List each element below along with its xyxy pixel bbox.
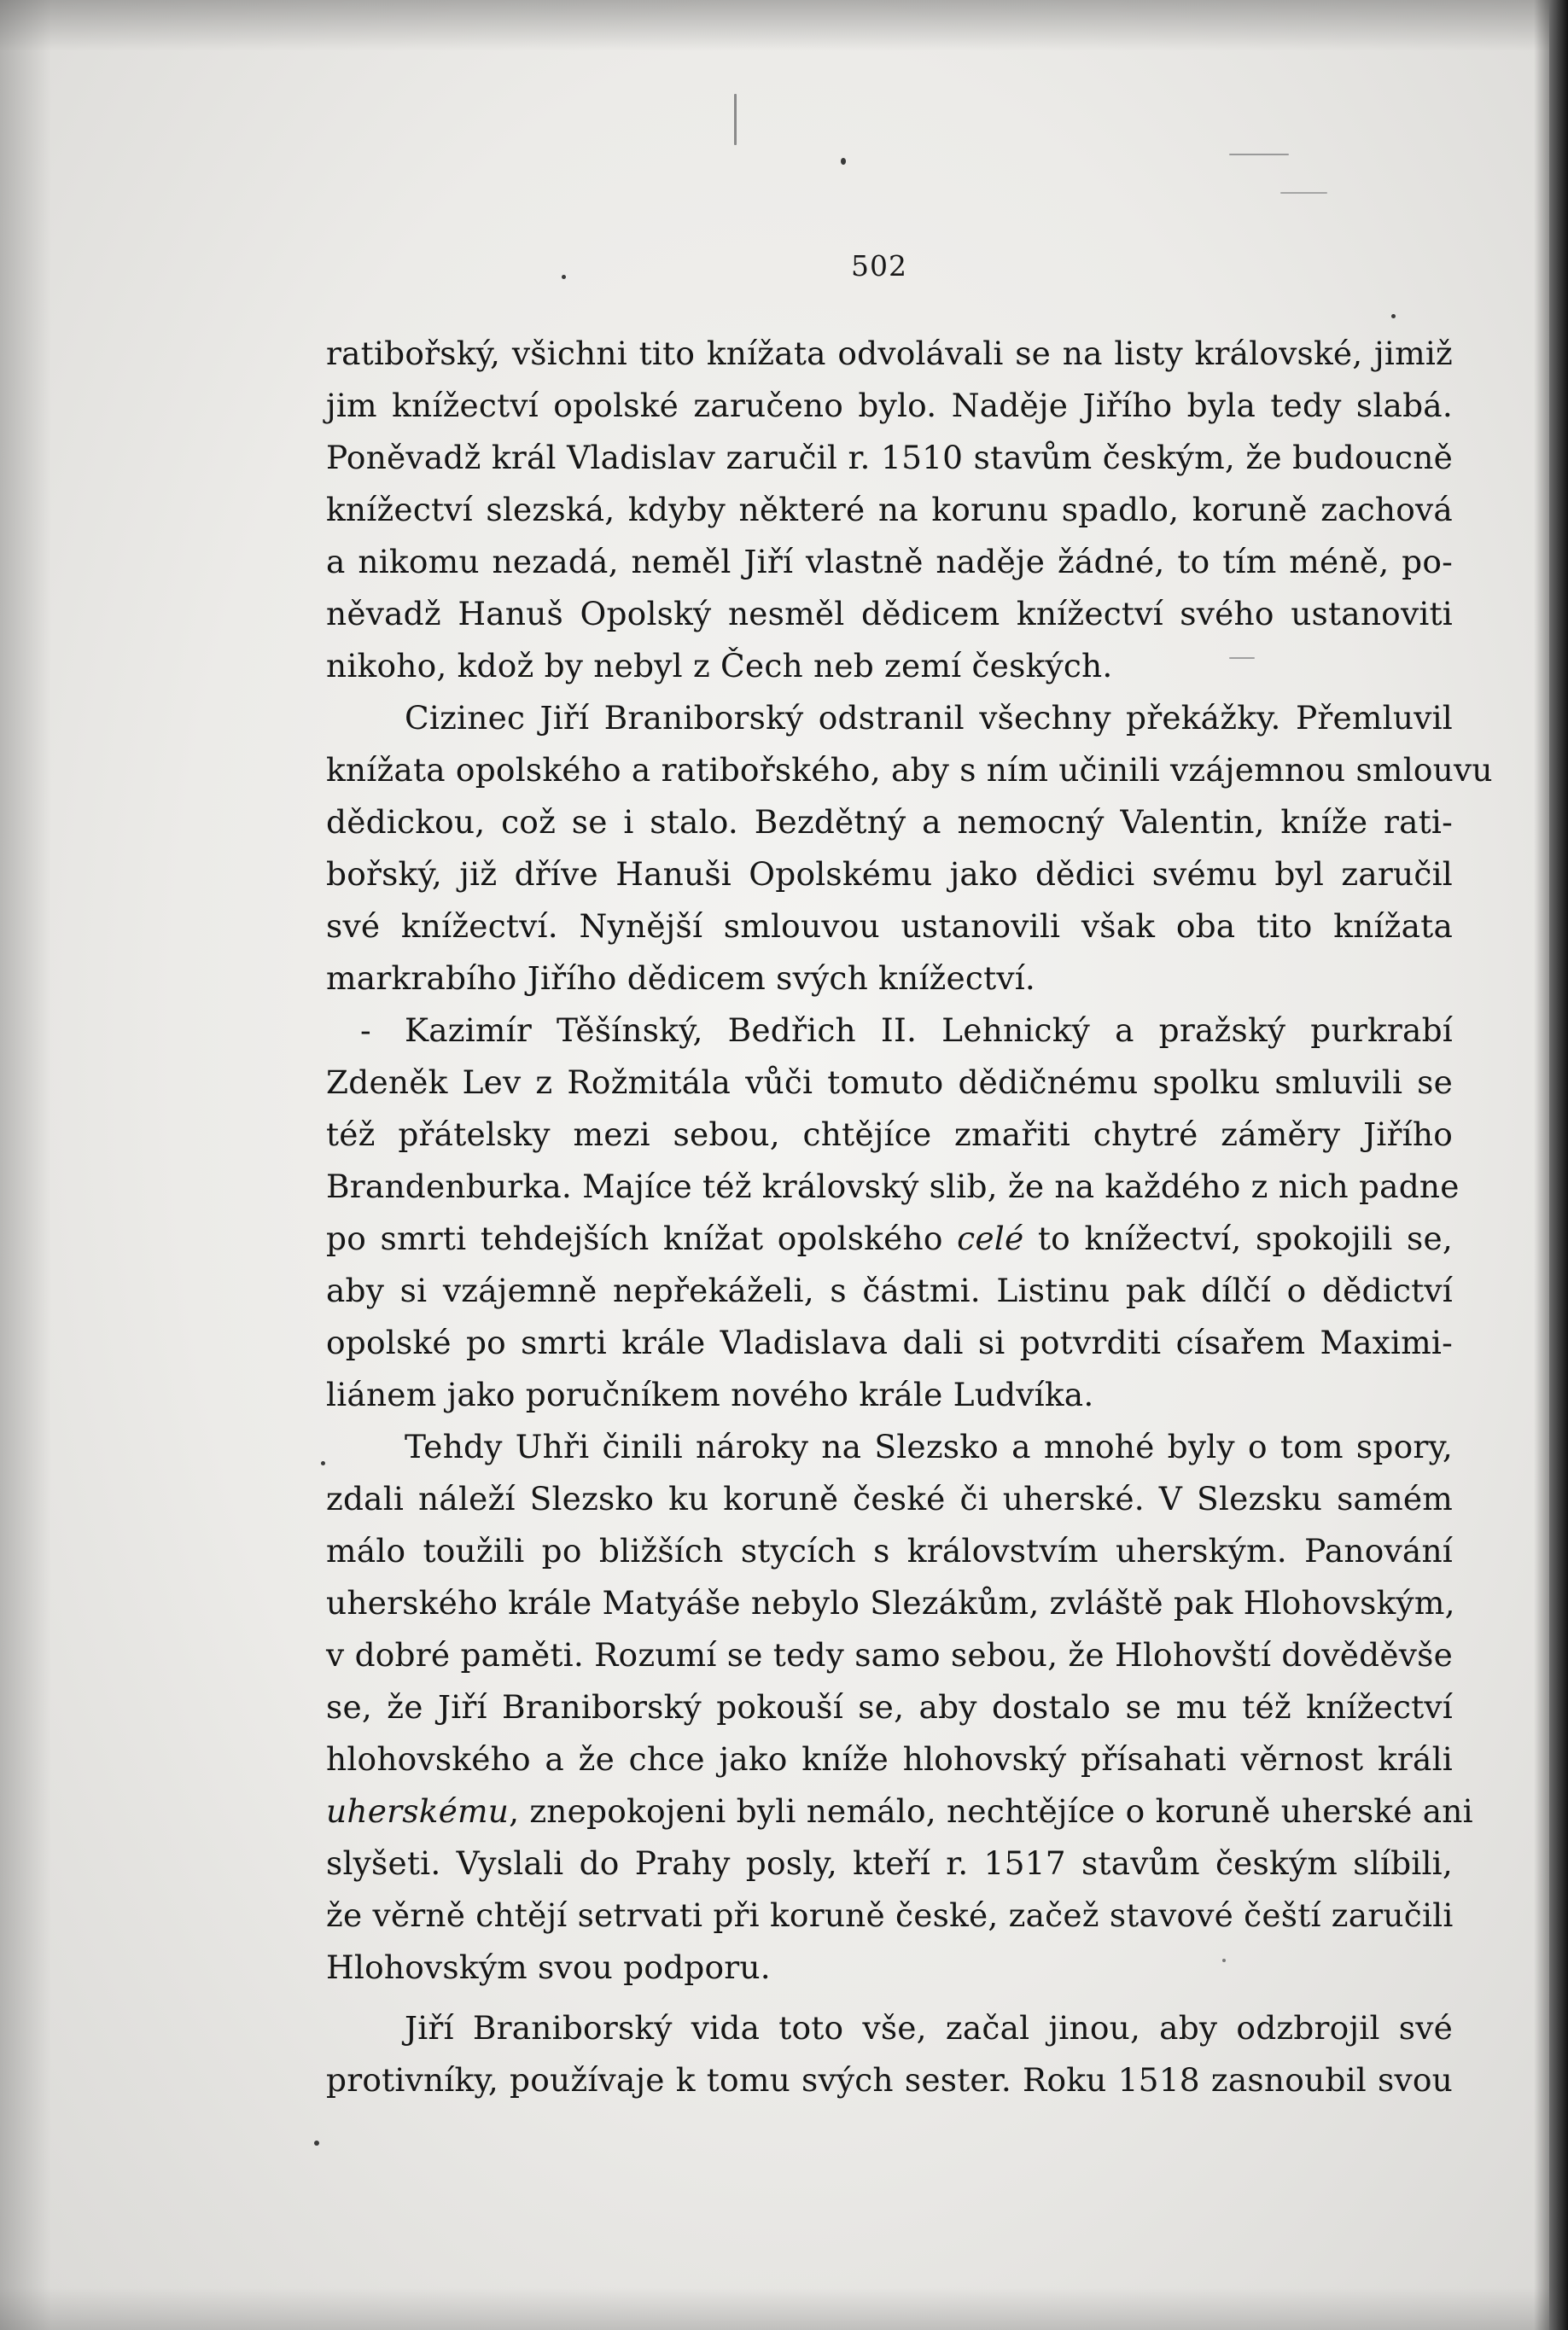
scan-speck [841,158,846,165]
text-line: dědickou, což se i stalo. Bezdětný a nemocný Valentin, kníže rati- [326,803,1453,841]
text-line: nikoho, kdož by nebyl z Čech neb zemí českých. [326,647,1113,684]
body-text [326,328,1493,2106]
text-line: aby si vzájemně nepřekáželi, s částmi. Listinu pak dílčí o dědictví [326,1272,1453,1309]
text-line-content: Kazimír Těšínský, Bedřich II. Lehnický a pražský purkrabí [405,1011,1453,1049]
text-line: protivníky, používaje k tomu svých sester. Roku 1518 zasnoubil svou [326,2061,1453,2099]
text-line: ratibořský, všichni tito knížata odvolávali se na listy královské, jimiž [326,335,1453,372]
text-line: a nikomu nezadá, neměl Jiří vlastně naděje žádné, to tím méně, po- [326,543,1453,580]
text-line: Hlohovským svou podporu. [326,1948,771,1986]
text-line: hlohovského a že chce jako kníže hlohovský přísahati věrnost králi [326,1740,1453,1778]
scan-artifact [1229,154,1289,155]
text-line: něvadž Hanuš Opolský nesměl dědicem knížectví svého ustanoviti [326,595,1453,632]
scan-artifact [1280,192,1327,194]
page-number: 502 [851,249,907,283]
scan-shadow-left [0,0,51,2330]
text-line [326,1785,1473,1838]
text-segment: to knížectví, spokojili se, [1023,1220,1453,1257]
scan-artifact [734,94,737,145]
text-line: uherského krále Matyáše nebylo Slezákům, zvláště pak Hlohovským, [326,1584,1455,1622]
scan-speck [1391,314,1396,318]
text-line: se, že Jiří Braniborský pokouší se, aby dostalo se mu též knížectví [326,1688,1453,1726]
text-line-paragraph-start [326,1005,1453,1057]
text-line: též přátelsky mezi sebou, chtějíce zmařiti chytré záměry Jiřího [326,1115,1453,1153]
margin-dash: - [360,1011,371,1049]
text-line: slyšeti. Vyslali do Prahy posly, kteří r. 1517 stavům českým slíbili, [326,1844,1453,1882]
text-line-paragraph-start: Cizinec Jiří Braniborský odstranil všechny překážky. Přemluvil [405,699,1453,737]
text-line: že věrně chtějí setrvati při koruně české, začež stavové čeští zaručili [326,1896,1454,1934]
text-segment: po smrti tehdejších knížat opolského [326,1220,958,1257]
text-line: knížata opolského a ratibořského, aby s ním učinili vzájemnou smlouvu [326,751,1493,789]
scan-shadow-right [1534,0,1549,2330]
text-line: bořský, již dříve Hanuši Opolskému jako dědici svému byl zaručil [326,855,1453,893]
text-line: zdali náleží Slezsko ku koruně české či uherské. V Slezsku samém [326,1480,1453,1517]
text-line: Zdeněk Lev z Rožmitála vůči tomuto dědičnému spolku smluvili se [326,1063,1453,1101]
scan-border-right [1549,0,1568,2330]
text-line-paragraph-start: Jiří Braniborský vida toto vše, začal jinou, aby odzbrojil své [405,2009,1453,2047]
text-line: své knížectví. Nynější smlouvou ustanovili však oba tito knížata [326,907,1453,945]
text-line: opolské po smrti krále Vladislava dali si potvrditi císařem Maximi- [326,1324,1453,1361]
italic-word: celé [957,1220,1024,1257]
text-line [326,1213,1453,1265]
italic-word: uherskému [326,1792,510,1830]
text-line: knížectví slezská, kdyby některé na korunu spadlo, koruně zachová [326,491,1453,528]
text-line: v dobré paměti. Rozumí se tedy samo sebou, že Hlohovští dověděvše [326,1636,1453,1674]
text-line-paragraph-start: Tehdy Uhři činili nároky na Slezsko a mnohé byly o tom spory, [405,1428,1453,1465]
scan-shadow-top [0,0,1568,51]
scan-speck [314,2141,319,2146]
text-segment: , znepokojeni byli nemálo, nechtějíce o koruně uherské ani [509,1792,1473,1830]
text-line: jim knížectví opolské zaručeno bylo. Naděje Jiřího byla tedy slabá. [326,387,1453,424]
text-line: markrabího Jiřího dědicem svých knížectví. [326,959,1036,997]
scan-shadow-bottom [0,2287,1568,2330]
scan-speck [321,1461,325,1465]
text-line: liánem jako poručníkem nového krále Ludvíka. [326,1376,1094,1413]
text-line: Poněvadž král Vladislav zaručil r. 1510 stavům českým, že budoucně [326,439,1453,476]
text-line: Brandenburka. Majíce též královský slib, že na každého z nich padne [326,1168,1460,1205]
text-line: málo toužili po bližších stycích s královstvím uherským. Panování [326,1532,1453,1570]
